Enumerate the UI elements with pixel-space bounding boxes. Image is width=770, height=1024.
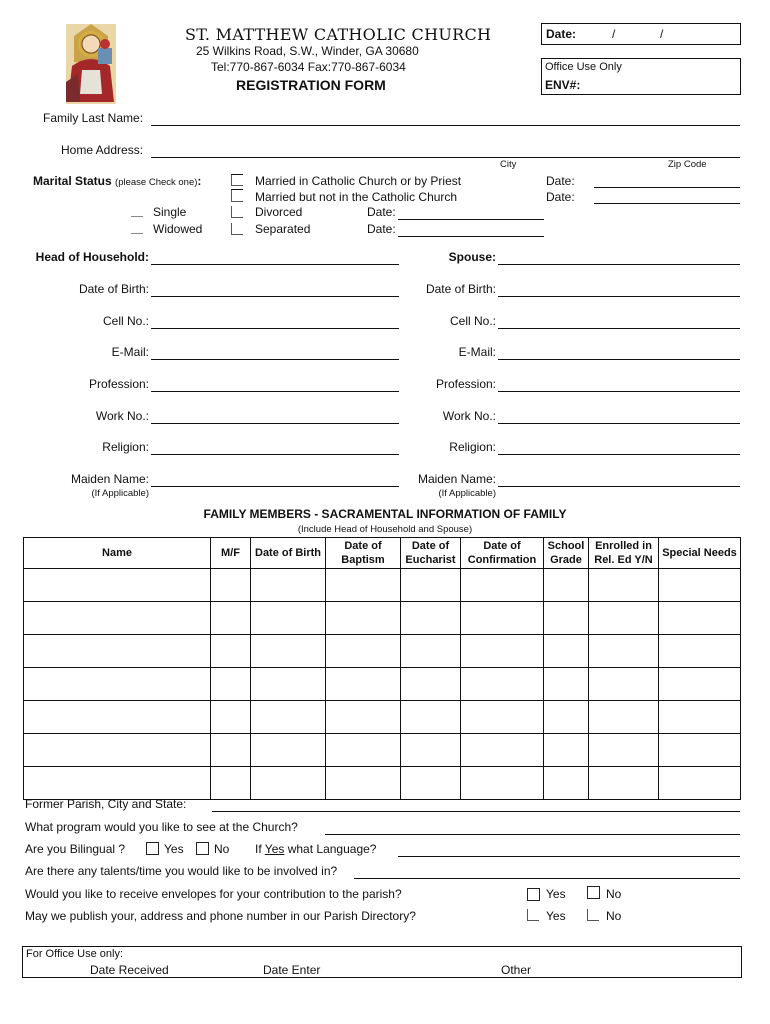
spouse-dob-label: Date of Birth: <box>425 282 496 296</box>
bilingual-no-label: No <box>214 842 230 856</box>
members-header-row <box>24 538 741 569</box>
head-profession-label: Profession: <box>88 377 149 391</box>
member-cell[interactable] <box>251 734 326 767</box>
col-special-needs: Special Needs <box>659 538 741 569</box>
bilingual-no-checkbox[interactable] <box>196 842 209 855</box>
member-cell[interactable] <box>461 668 544 701</box>
church-logo-image <box>58 22 124 106</box>
member-cell[interactable] <box>544 668 589 701</box>
publish-yes-label: Yes <box>546 909 566 923</box>
publish-no-checkbox[interactable] <box>587 909 599 921</box>
marital-status-colon: : <box>197 174 202 188</box>
if-yes-suffix: what Language? <box>287 842 377 856</box>
head-work-label: Work No.: <box>95 409 149 423</box>
member-cell[interactable] <box>251 668 326 701</box>
city-label: City <box>500 159 517 170</box>
spouse-profession-field[interactable] <box>498 391 740 392</box>
envelopes-label: Would you like to receive envelopes for your contribution to the parish? <box>25 887 402 901</box>
col-school-grade: School Grade <box>544 538 589 569</box>
date-box[interactable] <box>541 23 741 45</box>
former-parish-field[interactable] <box>212 811 740 812</box>
envelopes-yes-checkbox[interactable] <box>527 888 540 901</box>
publish-label: May we publish your, address and phone number in our Parish Directory? <box>25 909 416 923</box>
member-cell[interactable] <box>24 569 211 602</box>
married-catholic-checkbox-top <box>231 174 243 175</box>
office-footer-box <box>22 946 742 978</box>
separated-date-field[interactable] <box>398 236 544 237</box>
spouse-maiden-label: Maiden Name: <box>417 472 496 486</box>
separated-date-label: Date: <box>367 222 396 236</box>
member-cell[interactable] <box>326 602 401 635</box>
member-row <box>24 668 741 701</box>
spouse-name-field[interactable] <box>498 264 740 265</box>
member-cell[interactable] <box>24 668 211 701</box>
member-cell[interactable] <box>544 635 589 668</box>
member-cell[interactable] <box>326 668 401 701</box>
publish-yes-checkbox[interactable] <box>527 909 539 921</box>
member-cell[interactable] <box>659 767 741 800</box>
family-last-name-field[interactable] <box>151 125 740 126</box>
talents-label: Are there any talents/time you would like to be involved in? <box>25 864 338 878</box>
spouse-label: Spouse: <box>448 250 496 264</box>
member-cell[interactable] <box>461 569 544 602</box>
member-cell[interactable] <box>211 668 251 701</box>
head-profession-field[interactable] <box>151 391 399 392</box>
member-cell[interactable] <box>401 734 461 767</box>
marital-status-hint: (please Check one) <box>115 177 198 188</box>
spouse-cell-label: Cell No.: <box>449 314 496 328</box>
head-if-applicable: (If Applicable) <box>91 488 149 499</box>
member-cell[interactable] <box>401 569 461 602</box>
member-cell[interactable] <box>589 734 659 767</box>
envelopes-no-checkbox[interactable] <box>587 886 600 899</box>
office-use-box <box>541 58 741 95</box>
head-maiden-label: Maiden Name: <box>70 472 149 486</box>
envelopes-no-label: No <box>606 887 622 901</box>
married-not-catholic-date-label: Date: <box>546 190 575 204</box>
date-enter-label: Date Enter <box>263 963 321 977</box>
single-label: Single <box>153 205 187 219</box>
marital-status-heading <box>33 174 201 188</box>
member-cell[interactable] <box>211 635 251 668</box>
member-cell[interactable] <box>211 734 251 767</box>
member-cell[interactable] <box>544 734 589 767</box>
married-not-catholic-date-field[interactable] <box>594 203 740 204</box>
member-cell[interactable] <box>544 767 589 800</box>
member-cell[interactable] <box>589 668 659 701</box>
member-cell[interactable] <box>401 635 461 668</box>
member-cell[interactable] <box>24 767 211 800</box>
col-confirmation: Date of Confirmation <box>461 538 544 569</box>
married-catholic-label: Married in Catholic Church or by Priest <box>255 174 462 188</box>
publish-no-label: No <box>606 909 622 923</box>
bilingual-yes-label: Yes <box>164 842 184 856</box>
office-footer-title: For Office Use only: <box>26 948 123 960</box>
family-members-table <box>23 537 741 800</box>
program-field[interactable] <box>325 834 740 835</box>
church-phone-fax: Tel:770-867-6034 Fax:770-867-6034 <box>211 60 406 74</box>
members-title: FAMILY MEMBERS - SACRAMENTAL INFORMATION OF FAMILY <box>203 507 567 521</box>
member-cell[interactable] <box>326 767 401 800</box>
envelopes-yes-label: Yes <box>546 887 566 901</box>
head-of-household-label: Head of Household: <box>35 250 149 264</box>
spouse-email-label: E-Mail: <box>458 345 496 359</box>
married-catholic-date-field[interactable] <box>594 187 740 188</box>
member-cell[interactable] <box>251 602 326 635</box>
married-catholic-checkbox[interactable] <box>231 174 243 186</box>
if-yes-language-label <box>255 842 376 856</box>
date-received-label: Date Received <box>90 963 169 977</box>
spouse-work-field[interactable] <box>498 423 740 424</box>
home-address-field[interactable] <box>151 157 740 158</box>
zip-code-label: Zip Code <box>668 159 707 170</box>
member-cell[interactable] <box>544 701 589 734</box>
member-cell[interactable] <box>326 734 401 767</box>
married-catholic-date-label: Date: <box>546 174 575 188</box>
member-cell[interactable] <box>24 635 211 668</box>
member-cell[interactable] <box>401 767 461 800</box>
office-use-label: Office Use Only <box>545 61 622 73</box>
col-eucharist: Date of Eucharist <box>401 538 461 569</box>
member-cell[interactable] <box>461 602 544 635</box>
head-dob-label: Date of Birth: <box>78 282 149 296</box>
members-subtitle: (Include Head of Household and Spouse) <box>297 524 473 535</box>
member-cell[interactable] <box>659 569 741 602</box>
col-name: Name <box>24 538 211 569</box>
member-cell[interactable] <box>326 569 401 602</box>
spouse-religion-field[interactable] <box>498 454 740 455</box>
members-body <box>24 569 741 800</box>
divorced-label: Divorced <box>255 205 303 219</box>
member-cell[interactable] <box>461 767 544 800</box>
spouse-maiden-field[interactable] <box>498 486 740 487</box>
member-cell[interactable] <box>589 701 659 734</box>
head-dob-field[interactable] <box>151 296 399 297</box>
member-cell[interactable] <box>659 734 741 767</box>
member-row <box>24 635 741 668</box>
program-label: What program would you like to see at the Church? <box>25 820 298 834</box>
member-row <box>24 569 741 602</box>
widowed-label: Widowed <box>153 222 203 236</box>
if-yes-prefix: If <box>255 842 262 856</box>
member-row <box>24 701 741 734</box>
bilingual-yes-checkbox[interactable] <box>146 842 159 855</box>
member-cell[interactable] <box>401 701 461 734</box>
married-not-catholic-label: Married but not in the Catholic Church <box>255 190 458 204</box>
family-last-name-label: Family Last Name: <box>43 111 144 125</box>
member-cell[interactable] <box>251 569 326 602</box>
spouse-dob-field[interactable] <box>498 296 740 297</box>
widowed-checkbox[interactable] <box>131 233 143 234</box>
home-address-label: Home Address: <box>61 143 144 157</box>
form-title: REGISTRATION FORM <box>236 77 386 93</box>
member-cell[interactable] <box>211 569 251 602</box>
col-baptism: Date of Baptism <box>326 538 401 569</box>
divorced-date-label: Date: <box>367 205 396 219</box>
member-cell[interactable] <box>589 569 659 602</box>
head-cell-label: Cell No.: <box>102 314 149 328</box>
col-mf: M/F <box>211 538 251 569</box>
env-label: ENV#: <box>545 78 581 92</box>
separated-checkbox[interactable] <box>231 223 243 235</box>
member-cell[interactable] <box>24 734 211 767</box>
member-cell[interactable] <box>24 602 211 635</box>
spouse-work-label: Work No.: <box>442 409 496 423</box>
member-cell[interactable] <box>544 602 589 635</box>
head-religion-field[interactable] <box>151 454 399 455</box>
former-parish-label: Former Parish, City and State: <box>25 797 187 811</box>
divorced-checkbox[interactable] <box>231 206 243 218</box>
language-field[interactable] <box>398 856 740 857</box>
head-cell-field[interactable] <box>151 328 399 329</box>
member-row <box>24 734 741 767</box>
member-row <box>24 767 741 800</box>
married-not-catholic-checkbox-top <box>231 189 243 190</box>
member-cell[interactable] <box>659 602 741 635</box>
member-cell[interactable] <box>461 734 544 767</box>
other-label: Other <box>501 963 532 977</box>
spouse-profession-label: Profession: <box>435 377 496 391</box>
member-cell[interactable] <box>544 569 589 602</box>
separated-label: Separated <box>255 222 311 236</box>
col-dob: Date of Birth <box>251 538 326 569</box>
member-cell[interactable] <box>251 701 326 734</box>
date-separator-2: / <box>660 27 664 41</box>
spouse-if-applicable: (If Applicable) <box>438 488 496 499</box>
member-cell[interactable] <box>326 701 401 734</box>
church-name: ST. MATTHEW CATHOLIC CHURCH <box>185 25 492 44</box>
single-checkbox[interactable] <box>131 216 143 217</box>
head-work-field[interactable] <box>151 423 399 424</box>
head-maiden-field[interactable] <box>151 486 399 487</box>
member-cell[interactable] <box>251 635 326 668</box>
member-cell[interactable] <box>326 635 401 668</box>
spouse-cell-field[interactable] <box>498 328 740 329</box>
col-enrolled: Enrolled in Rel. Ed Y/N <box>589 538 659 569</box>
member-cell[interactable] <box>659 668 741 701</box>
member-cell[interactable] <box>461 701 544 734</box>
member-cell[interactable] <box>251 767 326 800</box>
member-cell[interactable] <box>589 767 659 800</box>
member-cell[interactable] <box>659 701 741 734</box>
date-separator-1: / <box>612 27 616 41</box>
head-email-field[interactable] <box>151 359 399 360</box>
date-label: Date: <box>546 27 577 41</box>
member-cell[interactable] <box>401 668 461 701</box>
member-cell[interactable] <box>461 635 544 668</box>
if-yes-word: Yes <box>264 842 285 856</box>
divorced-date-field[interactable] <box>398 219 544 220</box>
member-cell[interactable] <box>211 767 251 800</box>
member-cell[interactable] <box>211 701 251 734</box>
church-address: 25 Wilkins Road, S.W., Winder, GA 30680 <box>196 44 419 58</box>
spouse-email-field[interactable] <box>498 359 740 360</box>
head-name-field[interactable] <box>151 264 399 265</box>
member-row <box>24 602 741 635</box>
talents-field[interactable] <box>354 878 740 879</box>
head-religion-label: Religion: <box>102 440 149 454</box>
member-cell[interactable] <box>659 635 741 668</box>
member-cell[interactable] <box>589 602 659 635</box>
member-cell[interactable] <box>211 602 251 635</box>
marital-status-label: Marital Status <box>33 174 112 188</box>
spouse-religion-label: Religion: <box>449 440 496 454</box>
married-not-catholic-checkbox[interactable] <box>231 190 243 202</box>
bilingual-label: Are you Bilingual ? <box>25 842 126 856</box>
member-cell[interactable] <box>24 701 211 734</box>
member-cell[interactable] <box>401 602 461 635</box>
member-cell[interactable] <box>589 635 659 668</box>
head-email-label: E-Mail: <box>111 345 149 359</box>
